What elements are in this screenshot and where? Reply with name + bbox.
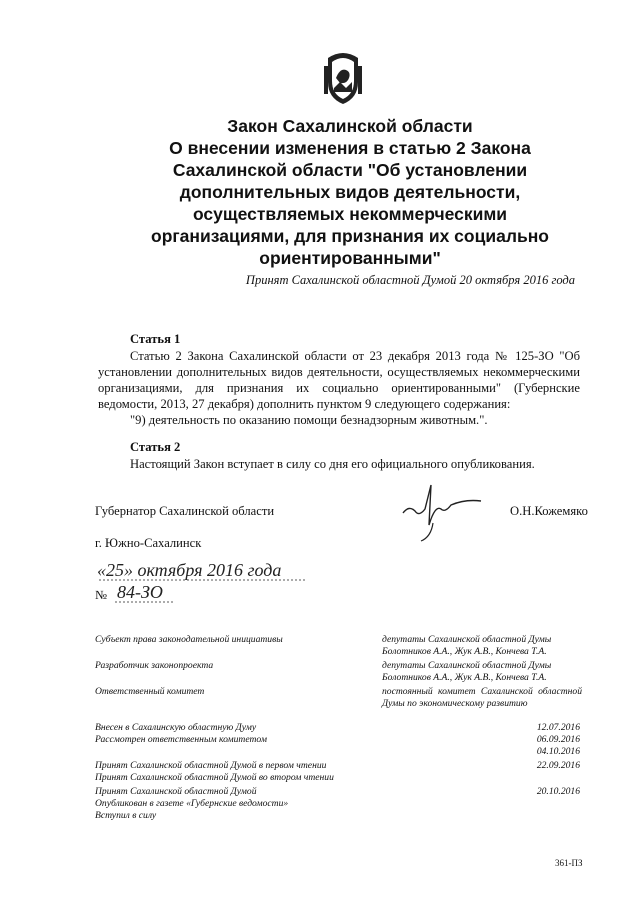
governor-signature [395, 475, 485, 545]
law-subtitle-line: Сахалинской области "Об установлении [172, 160, 528, 180]
handwritten-date-text: «25» октября 2016 года [97, 560, 282, 580]
meta-value-committee: постоянный комитет Сахалинской областной Думы по экономическому развитию [382, 686, 582, 709]
adoption-note: Принят Сахалинской областной Думой 20 октября 2016 года [245, 273, 575, 287]
handwritten-number-text: 84-ЗО [117, 582, 163, 602]
city: г. Южно-Сахалинск [95, 536, 202, 550]
article-1-quote: "9) деятельность по оказанию помощи безнадзорным животным.". [130, 413, 488, 427]
handwritten-number [115, 580, 175, 608]
meta-label-committee: Ответственный комитет [95, 686, 205, 697]
governor-title: Губернатор Сахалинской области [95, 504, 275, 518]
law-subtitle-line: организациями, для признания их социально [151, 226, 549, 246]
article-2-heading: Статья 2 [130, 440, 181, 454]
sakhalin-coat-of-arms-icon [318, 48, 368, 106]
article-2-text: Настоящий Закон вступает в силу со дня его официального опубликования. [130, 457, 535, 471]
article-1-heading: Статья 1 [130, 332, 181, 346]
meta-value-developer: депутаты Сахалинской областной Думы Болотников А.А., Жук А.В., Кончева Т.А. [382, 660, 552, 683]
law-title: Закон Сахалинской области [227, 116, 473, 136]
meta-label-developer: Разработчик законопроекта [95, 660, 214, 671]
meta-label-initiator: Субъект права законодательной инициативы [95, 634, 283, 645]
article-1-text: Статью 2 Закона Сахалинской области от 23 декабря 2013 года № 125-ЗО "Об установлении дополнительных видов деятельности, осуществляемых некоммерческими организациями, для признания их социально ориентированными" (Губернские ведомости, 2013, 27 декабря) дополнить пунктом 9 следующего содержания: [98, 349, 580, 411]
law-subtitle-line: осуществляемых некоммерческими [192, 204, 508, 224]
law-subtitle-line: ориентированными" [259, 248, 441, 268]
number-label: № [95, 588, 108, 602]
law-subtitle-line: дополнительных видов деятельности, [179, 182, 521, 202]
law-subtitle-line: О внесении изменения в статью 2 Закона [169, 138, 531, 158]
footer-code: 361-ПЗ [555, 858, 583, 868]
meta-value-initiator: депутаты Сахалинской областной Думы Болотников А.А., Жук А.В., Кончева Т.А. [382, 634, 552, 657]
governor-name: О.Н.Кожемяко [510, 504, 588, 518]
